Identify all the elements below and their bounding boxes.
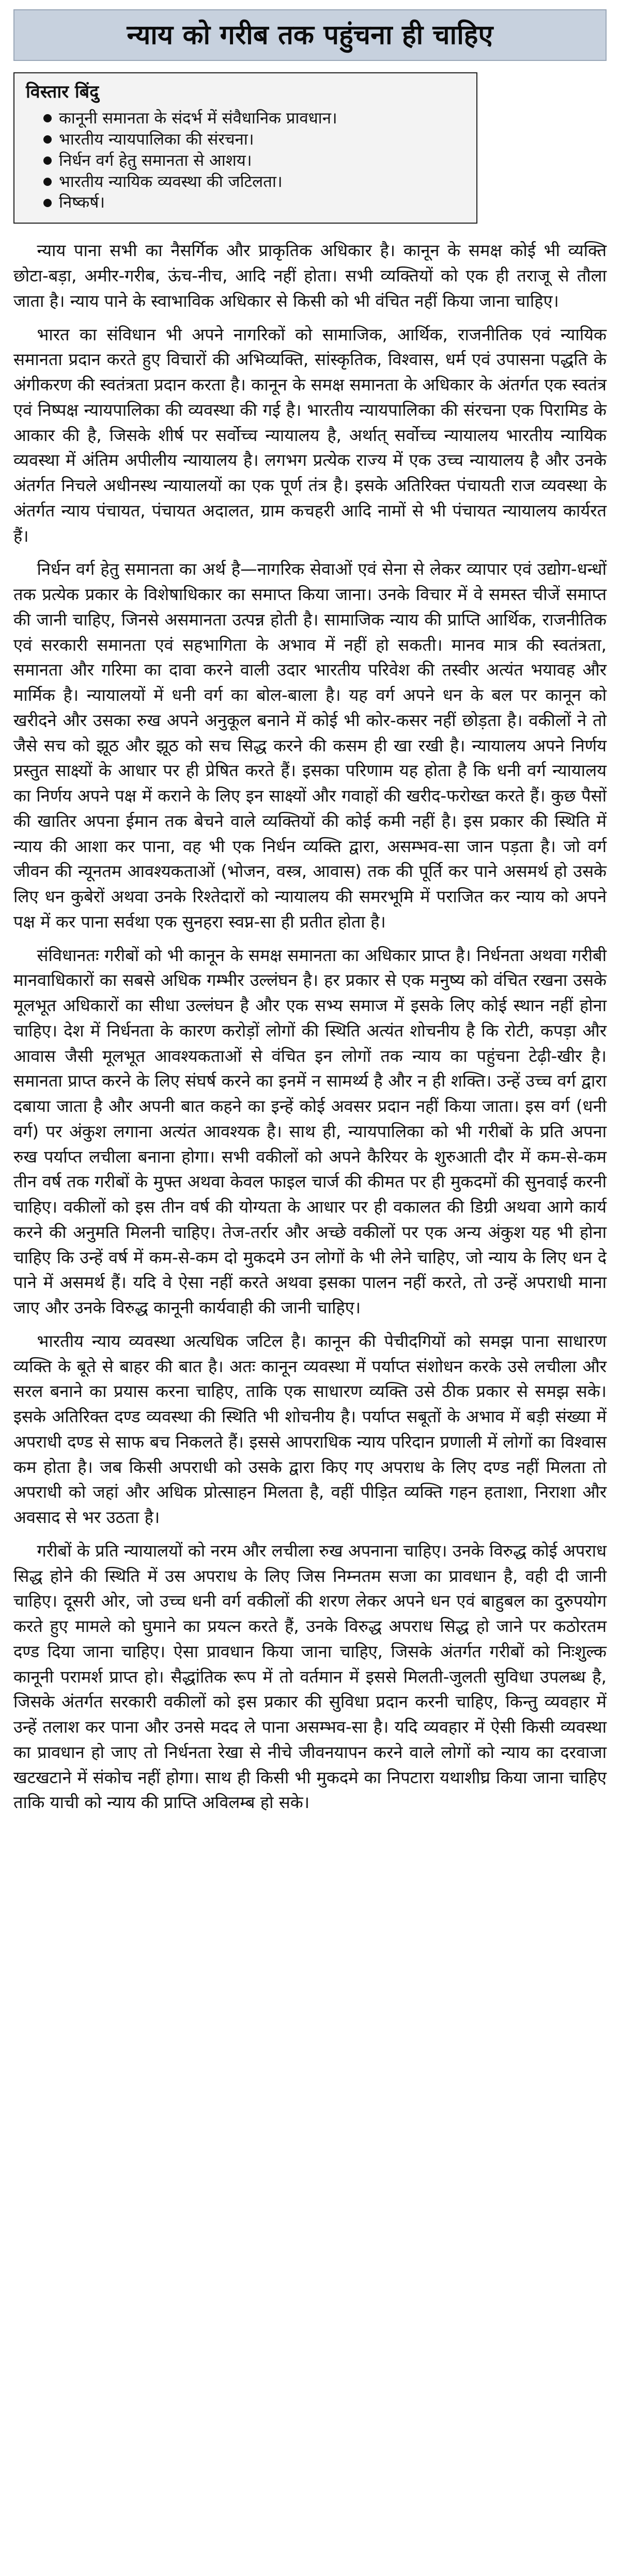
body-paragraph: निर्धन वर्ग हेतु समानता का अर्थ है—नागरिक सेवाओं एवं सेना से लेकर व्यापार एवं उद्योग-धन्धों तक प्रत्येक प्रकार के विशेषाधिकार का समाप्त किया जाना। उनके विचार में वे समस्त चीजें समाप्त की जानी चाहिए, जिनसे असमानता उत्पन्न होती है। सामाजिक न्याय की प्राप्ति आर्थिक, राजनीतिक एवं सरकारी समानता एवं सहभागिता के अभाव में नहीं हो सकती। मानव मात्र की स्वतंत्रता, समानता और गरिमा का दावा करने वाली उदार भारतीय परिवेश की तस्वीर अत्यंत भयावह और मार्मिक है। न्यायालयों में धनी वर्ग का बोल-बाला है। यह वर्ग अपने धन के बल पर कानून को खरीदने और उसका रुख अपने अनुकूल बनाने में कोई भी कोर-कसर नहीं छोड़ता है। वकीलों ने तो जैसे सच को झूठ और झूठ को सच सिद्ध करने की कसम ही खा रखी है। न्यायालय अपने निर्णय प्रस्तुत साक्ष्यों के आधार पर ही प्रेषित करते हैं। इसका परिणाम यह होता है कि धनी वर्ग न्यायालय का निर्णय अपने पक्ष में कराने के लिए इन साक्ष्यों और गवाहों की खरीद-फरोख्त करते हैं। कुछ पैसों की खातिर अपना ईमान तक बेचने वाले व्यक्तियों की कोई कमी नहीं है। इस प्रकार की स्थिति में न्याय की आशा कर पाना, वह भी एक निर्धन व्यक्ति द्वारा, असम्भव-सा जान पड़ता है। जो वर्ग जीवन की न्यूनतम आवश्यकताओं (भोजन, वस्त्र, आवास) तक की पूर्ति कर पाने असमर्थ हो उसके लिए धन कुबेरों अथवा उनके रिश्तेदारों को न्यायालय की समरभूमि में पराजित कर न्याय को अपने पक्ष में कर पाना सर्वथा एक सुनहरा स्वप्न-सा ही प्रतीत होता है। (13, 559, 607, 932)
outline-heading: विस्तार बिंदु (26, 82, 99, 102)
outline-item (43, 150, 465, 171)
outline-item (43, 192, 465, 213)
outline-item-text: भारतीय न्यायपालिका की संरचना। (59, 130, 254, 149)
bullet-icon (43, 114, 52, 122)
essay-body (13, 238, 607, 1815)
body-paragraph: भारत का संविधान भी अपने नागरिकों को सामाजिक, आर्थिक, राजनीतिक एवं न्यायिक समानता प्रदान करते हुए विचारों की अभिव्यक्ति, सांस्कृतिक, विश्वास, धर्म एवं उपासना पद्धति के अंगीकरण की स्वतंत्रता प्रदान करता है। कानून के समक्ष समानता के अधिकार के अंतर्गत एक स्वतंत्र एवं निष्पक्ष न्यायपालिका की व्यवस्था की गई है। भारतीय न्यायपालिका की संरचना एक पिरामिड के आकार की है, जिसके शीर्ष पर सर्वोच्च न्यायालय है, अर्थात् सर्वोच्च न्यायालय भारतीय न्यायिक व्यवस्था में अंतिम अपीलीय न्यायालय है। लगभग प्रत्येक राज्य में एक उच्च न्यायालय है और उनके अंतर्गत निचले अधीनस्थ न्यायालयों का एक पूर्ण तंत्र है। इसके अतिरिक्त पंचायती राज व्यवस्था के अंतर्गत न्याय पंचायत, पंचायत अदालत, ग्राम कचहरी आदि नामों से भी पंचायत न्यायालय कार्यरत हैं। (13, 324, 607, 546)
outline-item (43, 129, 465, 150)
bullet-icon (43, 156, 52, 165)
body-paragraph: गरीबों के प्रति न्यायालयों को नरम और लचीला रुख अपनाना चाहिए। उनके विरुद्ध कोई अपराध सिद्ध होने की स्थिति में उस अपराध के लिए जिस निम्नतम सजा का प्रावधान है, वही दी जानी चाहिए। दूसरी ओर, जो उच्च धनी वर्ग वकीलों की शरण लेकर अपने धन एवं बाहुबल का दुरुपयोग करते हुए मामले को घुमाने का प्रयत्न करते हैं, उनके विरुद्ध अपराध सिद्ध हो जाने पर कठोरतम दण्ड दिया जाना चाहिए। ऐसा प्रावधान किया जाना चाहिए, जिसके अंतर्गत गरीबों को निःशुल्क कानूनी परामर्श प्राप्त हो। सैद्धांतिक रूप में तो वर्तमान में इससे मिलती-जुलती सुविधा उपलब्ध है, जिसके अंतर्गत सरकारी वकीलों को इस प्रकार की सुविधा प्रदान करनी चाहिए, किन्तु व्यवहार में उन्हें तलाश कर पाना और उनसे मदद ले पाना असम्भव-सा है। यदि व्यवहार में ऐसी किसी व्यवस्था का प्रावधान हो जाए तो निर्धनता रेखा से नीचे जीवनयापन करने वाले लोगों को न्याय का दरवाजा खटखटाने में संकोच नहीं होगा। साथ ही किसी भी मुकदमे का निपटारा यथाशीघ्र किया जाना चाहिए ताकि याची को न्याय की प्राप्ति अविलम्ब हो सके। (13, 1541, 607, 1813)
outline-item-text: निष्कर्ष। (59, 193, 105, 212)
bullet-icon (43, 178, 52, 186)
outline-item-text: भारतीय न्यायिक व्यवस्था की जटिलता। (59, 172, 283, 191)
outline-box (13, 72, 477, 224)
page-title: न्याय को गरीब तक पहुंचना ही चाहिए (13, 9, 607, 61)
bullet-icon (43, 135, 52, 144)
bullet-icon (43, 199, 52, 207)
body-paragraph: संविधानतः गरीबों को भी कानून के समक्ष समानता का अधिकार प्राप्त है। निर्धनता अथवा गरीबी मानवाधिकारों का सबसे अधिक गम्भीर उल्लंघन है। हर प्रकार से एक मनुष्य को वंचित रखना उसके मूलभूत अधिकारों का सीधा उल्लंघन है और एक सभ्य समाज में इसके लिए कोई स्थान नहीं होना चाहिए। देश में निर्धनता के कारण करोड़ों लोगों की स्थिति अत्यंत शोचनीय है कि रोटी, कपड़ा और आवास जैसी मूलभूत आवश्यकताओं से वंचित इन लोगों तक न्याय का पहुंचना टेढ़ी-खीर है। समानता प्राप्त करने के लिए संघर्ष करने का इनमें न सामर्थ्य है और न ही शक्ति। उन्हें उच्च वर्ग द्वारा दबाया जाता है और अपनी बात कहने का इन्हें कोई अवसर प्रदान नहीं किया जाता। इस वर्ग (धनी वर्ग) पर अंकुश लगाना अत्यंत आवश्यक है। साथ ही, न्यायपालिका को भी गरीबों के प्रति अपना रुख पर्याप्त लचीला बनाना होगा। सभी वकीलों को अपने कैरियर के शुरुआती दौर में कम-से-कम तीन वर्ष तक गरीबों के मुफ्त अथवा केवल फाइल चार्ज की कीमत पर ही मुकदमों की सुनवाई करनी चाहिए। वकीलों को इस तीन वर्ष की योग्यता के आधार पर ही वकालत की डिग्री अथवा आगे कार्य करने की अनुमति मिलनी चाहिए। तेज-तर्रार और अच्छे वकीलों पर एक अन्य अंकुश यह भी होना चाहिए कि उन्हें वर्ष में कम-से-कम दो मुकदमे उन लोगों के भी लेने चाहिए, जो न्याय के लिए धन दे पाने में असमर्थ हैं। यदि वे ऐसा नहीं करते अथवा इसका पालन नहीं करते, तो उन्हें अपराधी माना जाए और उनके विरुद्ध कानूनी कार्यवाही की जानी चाहिए। (13, 945, 607, 1318)
outline-item-text: निर्धन वर्ग हेतु समानता से आशय। (59, 151, 252, 170)
outline-item (43, 171, 465, 193)
body-paragraph: भारतीय न्याय व्यवस्था अत्यधिक जटिल है। कानून की पेचीदगियों को समझ पाना साधारण व्यक्ति के बूते से बाहर की बात है। अतः कानून व्यवस्था में पर्याप्त संशोधन करके उसे लचीला और सरल बनाने का प्रयास करना चाहिए, ताकि एक साधारण व्यक्ति उसे ठीक प्रकार से समझ सके। इसके अतिरिक्त दण्ड व्यवस्था की स्थिति भी शोचनीय है। पर्याप्त सबूतों के अभाव में बड़ी संख्या में अपराधी दण्ड से साफ बच निकलते हैं। इससे आपराधिक न्याय परिदान प्रणाली में लोगों का विश्वास कम होता है। जब किसी अपराधी को उसके द्वारा किए गए अपराध के लिए दण्ड नहीं मिलता तो अपराधी को जहां और अधिक प्रोत्साहन मिलता है, वहीं पीड़ित व्यक्ति गहन हताशा, निराशा और अवसाद से भर उठता है। (13, 1331, 607, 1528)
body-paragraph: न्याय पाना सभी का नैसर्गिक और प्राकृतिक अधिकार है। कानून के समक्ष कोई भी व्यक्ति छोटा-बड़ा, अमीर-गरीब, ऊंच-नीच, आदि नहीं होता। सभी व्यक्तियों को एक ही तराजू से तौला जाता है। न्याय पाने के स्वाभाविक अधिकार से किसी को भी वंचित नहीं किया जाना चाहिए। (13, 241, 607, 311)
outline-list (26, 108, 465, 214)
outline-item (43, 108, 465, 129)
outline-item-text: कानूनी समानता के संदर्भ में संवैधानिक प्रावधान। (59, 108, 337, 128)
